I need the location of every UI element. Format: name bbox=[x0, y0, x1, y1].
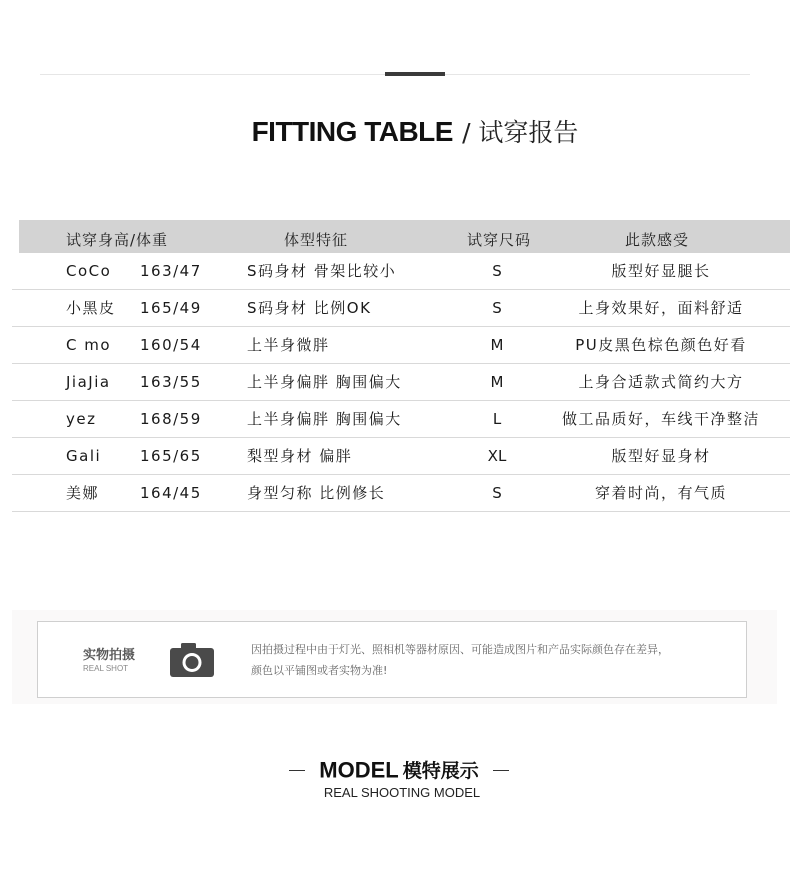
size: M bbox=[490, 373, 504, 391]
feeling: 版型好显身材 bbox=[611, 447, 711, 465]
title-en: FITTING TABLE bbox=[251, 116, 453, 147]
body-type: 上半身偏胖 胸围偏大 bbox=[247, 373, 402, 391]
table-header bbox=[19, 220, 790, 253]
height-weight: 168/59 bbox=[140, 410, 202, 428]
notice-subtitle: REAL SHOT bbox=[83, 664, 129, 673]
tester-name: C mo bbox=[66, 336, 112, 354]
body-type: 上半身偏胖 胸围偏大 bbox=[247, 410, 402, 428]
tester-name: Gali bbox=[66, 447, 102, 465]
body-type: 上半身微胖 bbox=[247, 336, 330, 354]
body-type: S码身材 骨架比较小 bbox=[247, 262, 397, 280]
feeling: 穿着时尚，有气质 bbox=[594, 484, 727, 502]
height-weight: 165/49 bbox=[140, 299, 202, 317]
model-section-title bbox=[0, 755, 790, 786]
title-cn: / 试穿报告 bbox=[462, 118, 579, 147]
table-row bbox=[12, 364, 790, 401]
dash-right bbox=[493, 770, 509, 771]
model-title-en: MODEL bbox=[319, 757, 399, 783]
table-row bbox=[12, 327, 790, 364]
notice-title: 实物拍摄 bbox=[83, 648, 136, 663]
notice-text bbox=[251, 639, 731, 681]
tester-name: yez bbox=[66, 410, 97, 428]
height-weight: 160/54 bbox=[140, 336, 202, 354]
model-title-cn: 模特展示 bbox=[402, 759, 479, 782]
table-row bbox=[12, 438, 790, 475]
notice-text-line-1: 因拍摄过程中由于灯光、照相机等器材原因、可能造成图片和产品实际颜色存在差异， bbox=[251, 643, 669, 656]
feeling: 做工品质好，车线干净整洁 bbox=[561, 410, 760, 428]
feeling: 版型好显腿长 bbox=[611, 262, 711, 280]
real-shot-notice bbox=[37, 621, 747, 698]
tester-name: 小黑皮 bbox=[66, 299, 116, 317]
header-size: 试穿尺码 bbox=[467, 231, 532, 249]
fitting-table bbox=[12, 220, 790, 512]
size: S bbox=[492, 484, 502, 502]
table-row bbox=[12, 401, 790, 438]
table-row bbox=[12, 253, 790, 290]
size: S bbox=[492, 262, 502, 280]
tester-name: 美娜 bbox=[66, 484, 100, 502]
size: L bbox=[492, 410, 502, 428]
header-feeling: 此款感受 bbox=[625, 231, 690, 249]
dash-left bbox=[289, 770, 305, 771]
body-type: 身型匀称 比例修长 bbox=[247, 484, 386, 502]
page-title bbox=[0, 112, 790, 156]
size: M bbox=[490, 336, 504, 354]
model-subtitle: REAL SHOOTING MODEL bbox=[323, 785, 481, 800]
body-type: 梨型身材 偏胖 bbox=[247, 447, 353, 465]
header-body-type: 体型特征 bbox=[284, 231, 349, 249]
size: XL bbox=[487, 447, 507, 465]
feeling: 上身效果好，面料舒适 bbox=[578, 299, 744, 317]
height-weight: 165/65 bbox=[140, 447, 202, 465]
height-weight: 164/45 bbox=[140, 484, 202, 502]
table-row bbox=[12, 475, 790, 512]
header-height-weight: 试穿身高/体重 bbox=[66, 231, 169, 249]
feeling: 上身合适款式简约大方 bbox=[578, 373, 744, 391]
notice-text-line-2: 颜色以平铺图或者实物为准! bbox=[251, 664, 388, 677]
height-weight: 163/47 bbox=[140, 262, 202, 280]
camera-icon bbox=[169, 641, 215, 679]
height-weight: 163/55 bbox=[140, 373, 202, 391]
body-type: S码身材 比例OK bbox=[247, 299, 372, 317]
tester-name: CoCo bbox=[66, 262, 112, 280]
top-accent-bar bbox=[385, 72, 445, 76]
table-row bbox=[12, 290, 790, 327]
feeling: PU皮黑色棕色颜色好看 bbox=[575, 336, 747, 354]
size: S bbox=[492, 299, 502, 317]
tester-name: JiaJia bbox=[66, 373, 111, 391]
